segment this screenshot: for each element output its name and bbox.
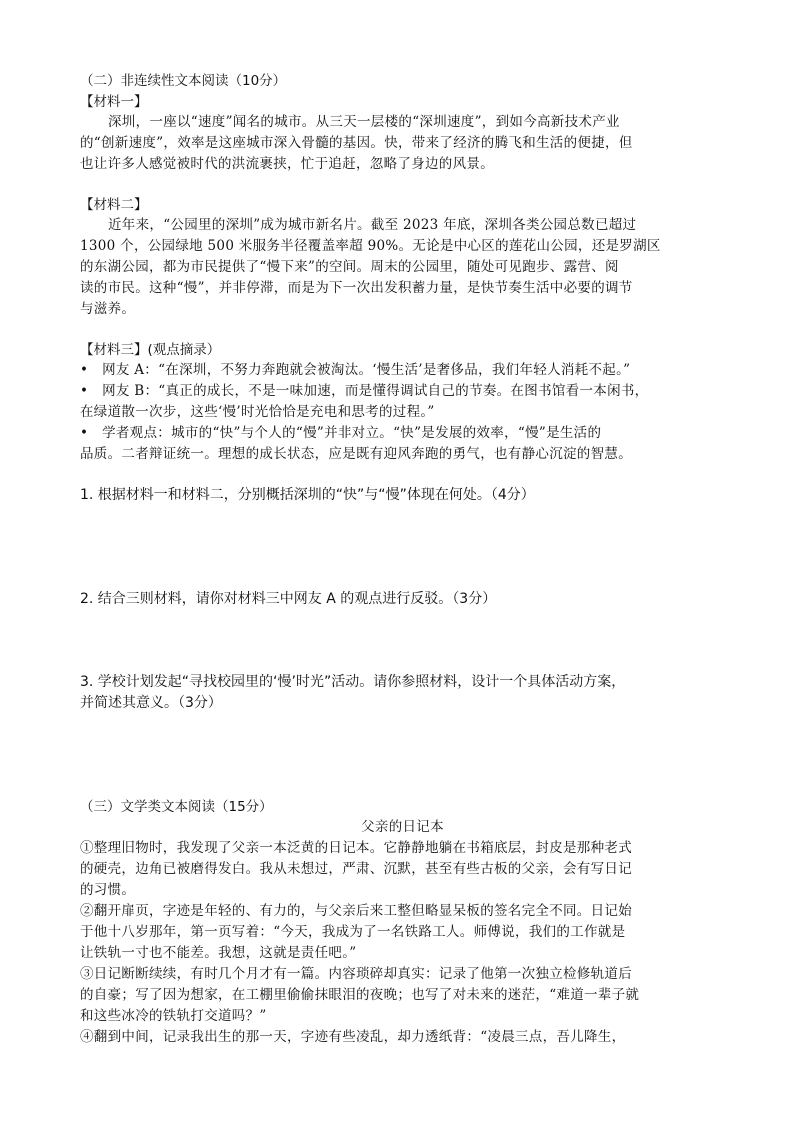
question: 3. 学校计划发起“寻找校园里的‘慢’时光”活动。请你参照材料，设计一个具体活动方案，: [80, 674, 626, 690]
article-line: ①整理旧物时，我发现了父亲一本泛黄的日记本。它静静地躺在书箱底层，封皮是那种老式: [80, 840, 632, 856]
material-line: • 网友 B：“真正的成长，不是一味加速，而是懂得调试自己的节奏。在图书馆看一本闲书，: [80, 383, 649, 399]
material-line: 品质。二者辩证统一。理想的成长状态，应是既有迎风奔跑的勇气，也有静心沉淀的智慧。: [80, 446, 632, 462]
material-line: • 学者观点：城市的“快”与个人的“慢”并非对立。“快”是发展的效率，“慢”是生活的: [80, 425, 602, 441]
question: 2. 结合三则材料，请你对材料三中网友 A 的观点进行反驳。（3分）: [80, 591, 497, 607]
material-line: 的“创新速度”，效率是这座城市深入骨髓的基因。快，带来了经济的腾飞和生活的便捷，但: [80, 135, 633, 151]
material-line: 与滋养。: [80, 301, 136, 317]
material-line: 在绿道散一次步，这些‘慢’时光恰恰是充电和思考的过程。”: [80, 404, 435, 420]
article-line: ④翻到中间，记录我出生的那一天，字迹有些凌乱，却力透纸背：“凌晨三点，吾儿降生，: [80, 1029, 626, 1045]
article-line: ②翻开扉页，字迹是年轻的、有力的，与父亲后来工整但略显呆板的签名完全不同。日记始: [80, 903, 632, 919]
article-line: 的硬壳，边角已被磨得发白。我从未想过，严肃、沉默，甚至有些古板的父亲，会有写日记: [80, 861, 632, 877]
material-title: 【材料三】(观点摘录）: [80, 342, 221, 358]
material-line: 读的市民。这种“慢”，并非停滞，而是为下一次出发积蓄力量，是快节奏生活中必要的调节: [80, 280, 633, 296]
material-line: 近年来，“公园里的深圳”成为城市新名片。截至 2023 年底，深圳各类公园总数已超过: [108, 217, 637, 233]
article-title: 父亲的日记本: [361, 819, 444, 835]
material-title: 【材料一】: [80, 94, 148, 110]
article-line: 和这些冰冷的铁轨打交道吗？”: [80, 1008, 267, 1024]
section-heading: （三）文学类文本阅读（15分）: [80, 799, 273, 815]
material-line: • 网友 A：“在深圳，不努力奔跑就会被淘汰。‘慢生活’是奢侈品，我们年轻人消耗不起。”: [80, 362, 631, 378]
material-title: 【材料二】: [80, 197, 148, 213]
article-line: ③日记断断续续，有时几个月才有一篇。内容琐碎却真实：记录了他第一次独立检修轨道后: [80, 966, 632, 982]
material-line: 也让许多人感觉被时代的洪流裹挟，忙于追赶，忽略了身边的风景。: [80, 156, 494, 172]
material-line: 深圳，一座以“速度”闻名的城市。从三天一层楼的“深圳速度”，到如今高新技术产业: [108, 114, 620, 130]
material-line: 的东湖公园，都为市民提供了“慢下来”的空间。周末的公园里，随处可见跑步、露营、阅: [80, 259, 619, 275]
question: 并简述其意义。（3分）: [80, 695, 222, 711]
article-line: 于他十八岁那年，第一页写着：“今天，我成为了一名铁路工人。师傅说，我们的工作就是: [80, 924, 626, 940]
article-line: 让铁轨一寸也不能差。我想，这就是责任吧。”: [80, 945, 357, 961]
article-line: 的习惯。: [80, 882, 136, 898]
material-line: 1300 个，公园绿地 500 米服务半径覆盖率超 90%。无论是中心区的莲花山公园，还是罗湖区: [80, 238, 661, 254]
question: 1. 根据材料一和材料二，分别概括深圳的“快”与“慢”体现在何处。（4分）: [80, 487, 535, 503]
article-line: 的自豪；写了因为想家，在工棚里偷偷抹眼泪的夜晚；也写了对未来的迷茫，“难道一辈子就: [80, 987, 640, 1003]
section-heading: （二）非连续性文本阅读（10分）: [80, 73, 287, 89]
